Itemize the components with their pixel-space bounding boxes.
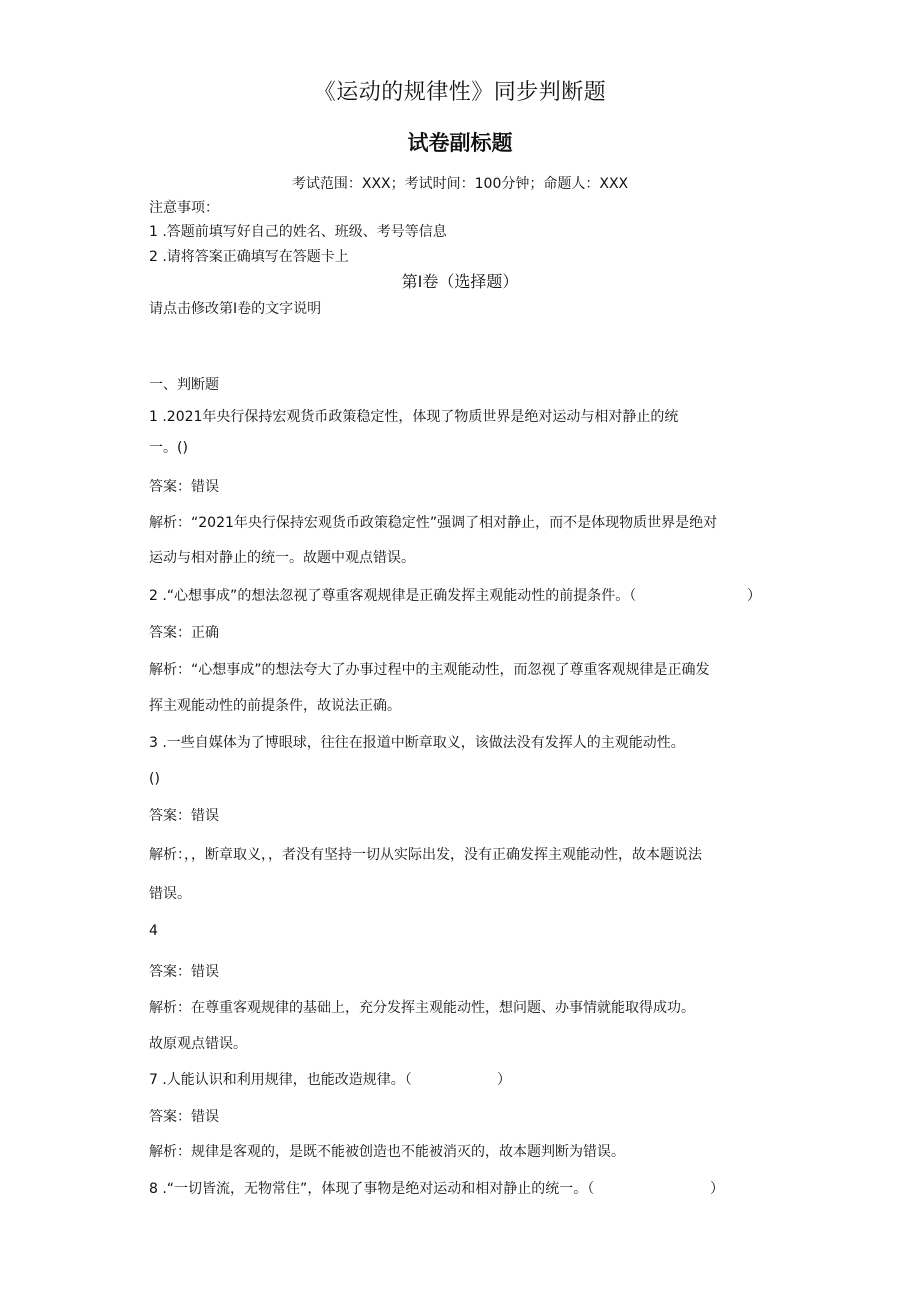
question-3-analysis-line-1: 解析：，，断章取义，，者没有坚持一切从实际出发，没有正确发挥主观能动性，故本题说法 xyxy=(149,847,702,863)
question-1-answer: 答案：错误 xyxy=(149,479,219,495)
question-8-line-1: 8 .“一切皆流，无物常住”，体现了事物是绝对运动和相对静止的统一。（ xyxy=(149,1181,595,1197)
page-subtitle: 试卷副标题 xyxy=(407,131,513,155)
exam-info: 考试范围：XXX；考试时间：100分钟；命题人：XXX xyxy=(291,176,629,192)
question-1-analysis-line-1: 解析：“2021年央行保持宏观货币政策稳定性”强调了相对静止，而不是体现物质世界是绝对 xyxy=(149,515,718,531)
question-7-line-1: 7 .人能认识和利用规律，也能改造规律。（ xyxy=(149,1072,412,1088)
question-2-analysis-line-1: 解析：“心想事成”的想法夸大了办事过程中的主观能动性，而忽视了尊重客观规律是正确发 xyxy=(149,662,710,678)
question-7-answer: 答案：错误 xyxy=(149,1109,219,1125)
question-1-analysis-line-2: 运动与相对静止的统一。故题中观点错误。 xyxy=(149,550,415,566)
note-item-2: 2 .请将答案正确填写在答题卡上 xyxy=(149,249,349,265)
question-7-analysis-line-1: 解析：规律是客观的，是既不能被创造也不能被消灭的，故本题判断为错误。 xyxy=(149,1144,625,1160)
question-1-line-1: 1 .2021年央行保持宏观货币政策稳定性，体现了物质世界是绝对运动与相对静止的统 xyxy=(149,409,679,425)
question-2-close-paren: ） xyxy=(747,588,761,604)
question-2-line-1: 2 .“心想事成”的想法忽视了尊重客观规律是正确发挥主观能动性的前提条件。（ xyxy=(149,588,637,604)
question-7-close-paren: ） xyxy=(497,1072,511,1088)
question-4-answer: 答案：错误 xyxy=(149,964,219,980)
question-4-analysis-line-1: 解析：在尊重客观规律的基础上，充分发挥主观能动性，想问题、办事情就能取得成功。 xyxy=(149,1000,695,1016)
question-4-analysis-line-2: 故原观点错误。 xyxy=(149,1036,247,1052)
question-3-line-2: () xyxy=(149,771,160,787)
page-title: 《运动的规律性》同步判断题 xyxy=(313,80,607,105)
question-3-line-1: 3 .一些自媒体为了博眼球，往往在报道中断章取义，该做法没有发挥人的主观能动性。 xyxy=(149,735,685,751)
question-1-line-2: 一。() xyxy=(149,440,188,456)
notes-heading: 注意事项： xyxy=(149,200,219,216)
question-8-close-paren: ） xyxy=(710,1181,724,1197)
volume-description: 请点击修改第Ⅰ卷的文字说明 xyxy=(149,301,322,317)
volume-title: 第Ⅰ卷（选择题） xyxy=(401,272,519,291)
question-2-analysis-line-2: 挥主观能动性的前提条件，故说法正确。 xyxy=(149,698,401,714)
section-heading: 一、判断题 xyxy=(149,377,219,393)
note-item-1: 1 .答题前填写好自己的姓名、班级、考号等信息 xyxy=(149,224,447,240)
question-2-answer: 答案：正确 xyxy=(149,625,219,641)
question-3-answer: 答案：错误 xyxy=(149,808,219,824)
question-4-number: 4 xyxy=(149,923,158,939)
question-3-analysis-line-2: 错误。 xyxy=(149,886,191,902)
